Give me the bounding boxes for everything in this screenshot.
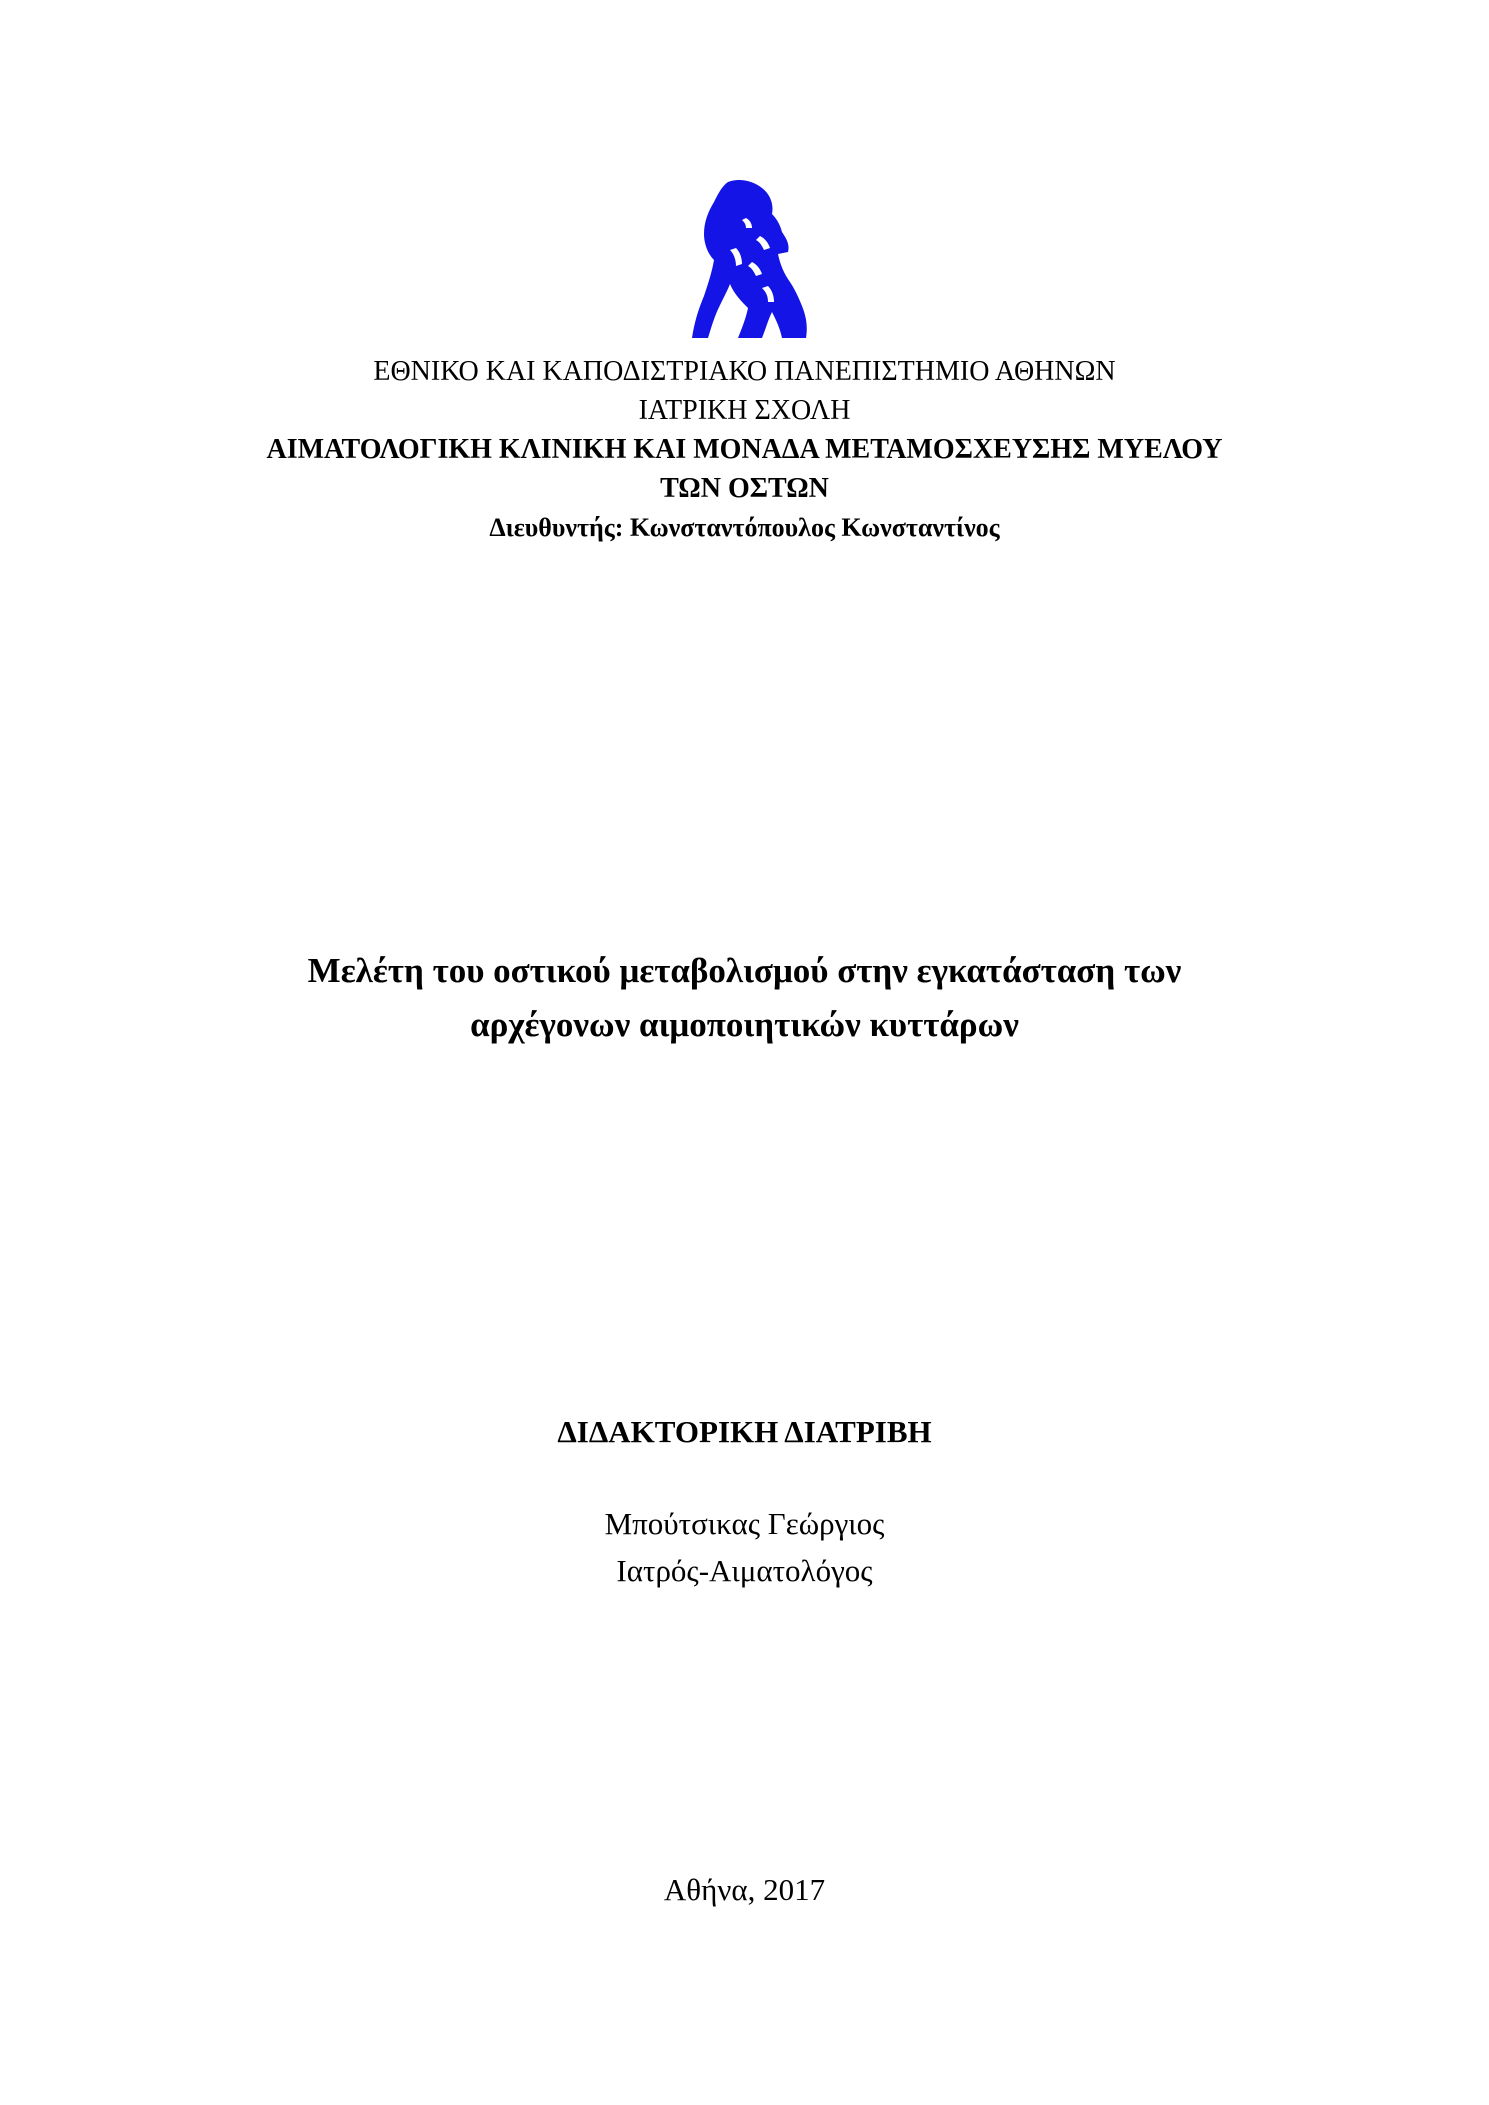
university-name: ΕΘΝΙΚΟ ΚΑΙ ΚΑΠΟΔΙΣΤΡΙΑΚΟ ΠΑΝΕΠΙΣΤΗΜΙΟ ΑΘΗΝΩΝ <box>373 356 1116 387</box>
thesis-title-line1: Μελέτη του οστικού μεταβολισμού στην εγκατάσταση των <box>307 951 1182 990</box>
athena-head-logo-icon <box>690 178 810 340</box>
clinic-name-line2: ΤΩΝ ΟΣΤΩΝ <box>660 473 829 504</box>
clinic-name-line1: ΑΙΜΑΤΟΛΟΓΙΚΗ ΚΛΙΝΙΚΗ ΚΑΙ ΜΟΝΑΔΑ ΜΕΤΑΜΟΣΧΕΥΣΗΣ ΜΥΕΛΟΥ <box>266 434 1223 465</box>
thesis-title <box>0 944 1489 1052</box>
author-role: Ιατρός-Αιματολόγος <box>616 1553 873 1588</box>
author-block <box>0 1500 1489 1594</box>
institution-header <box>0 352 1489 547</box>
thesis-type-heading: ΔΙΔΑΚΤΟΡΙΚΗ ΔΙΑΤΡΙΒΗ <box>557 1414 932 1449</box>
author-name: Μπούτσικας Γεώργιος <box>604 1506 885 1541</box>
thesis-title-line2: αρχέγονων αιμοποιητικών κυττάρων <box>470 1005 1019 1044</box>
place-date: Αθήνα, 2017 <box>663 1872 826 1907</box>
director-name: Διευθυντής: Κωνσταντόπουλος Κωνσταντίνος <box>489 513 1000 542</box>
school-name: ΙΑΤΡΙΚΗ ΣΧΟΛΗ <box>638 395 851 426</box>
